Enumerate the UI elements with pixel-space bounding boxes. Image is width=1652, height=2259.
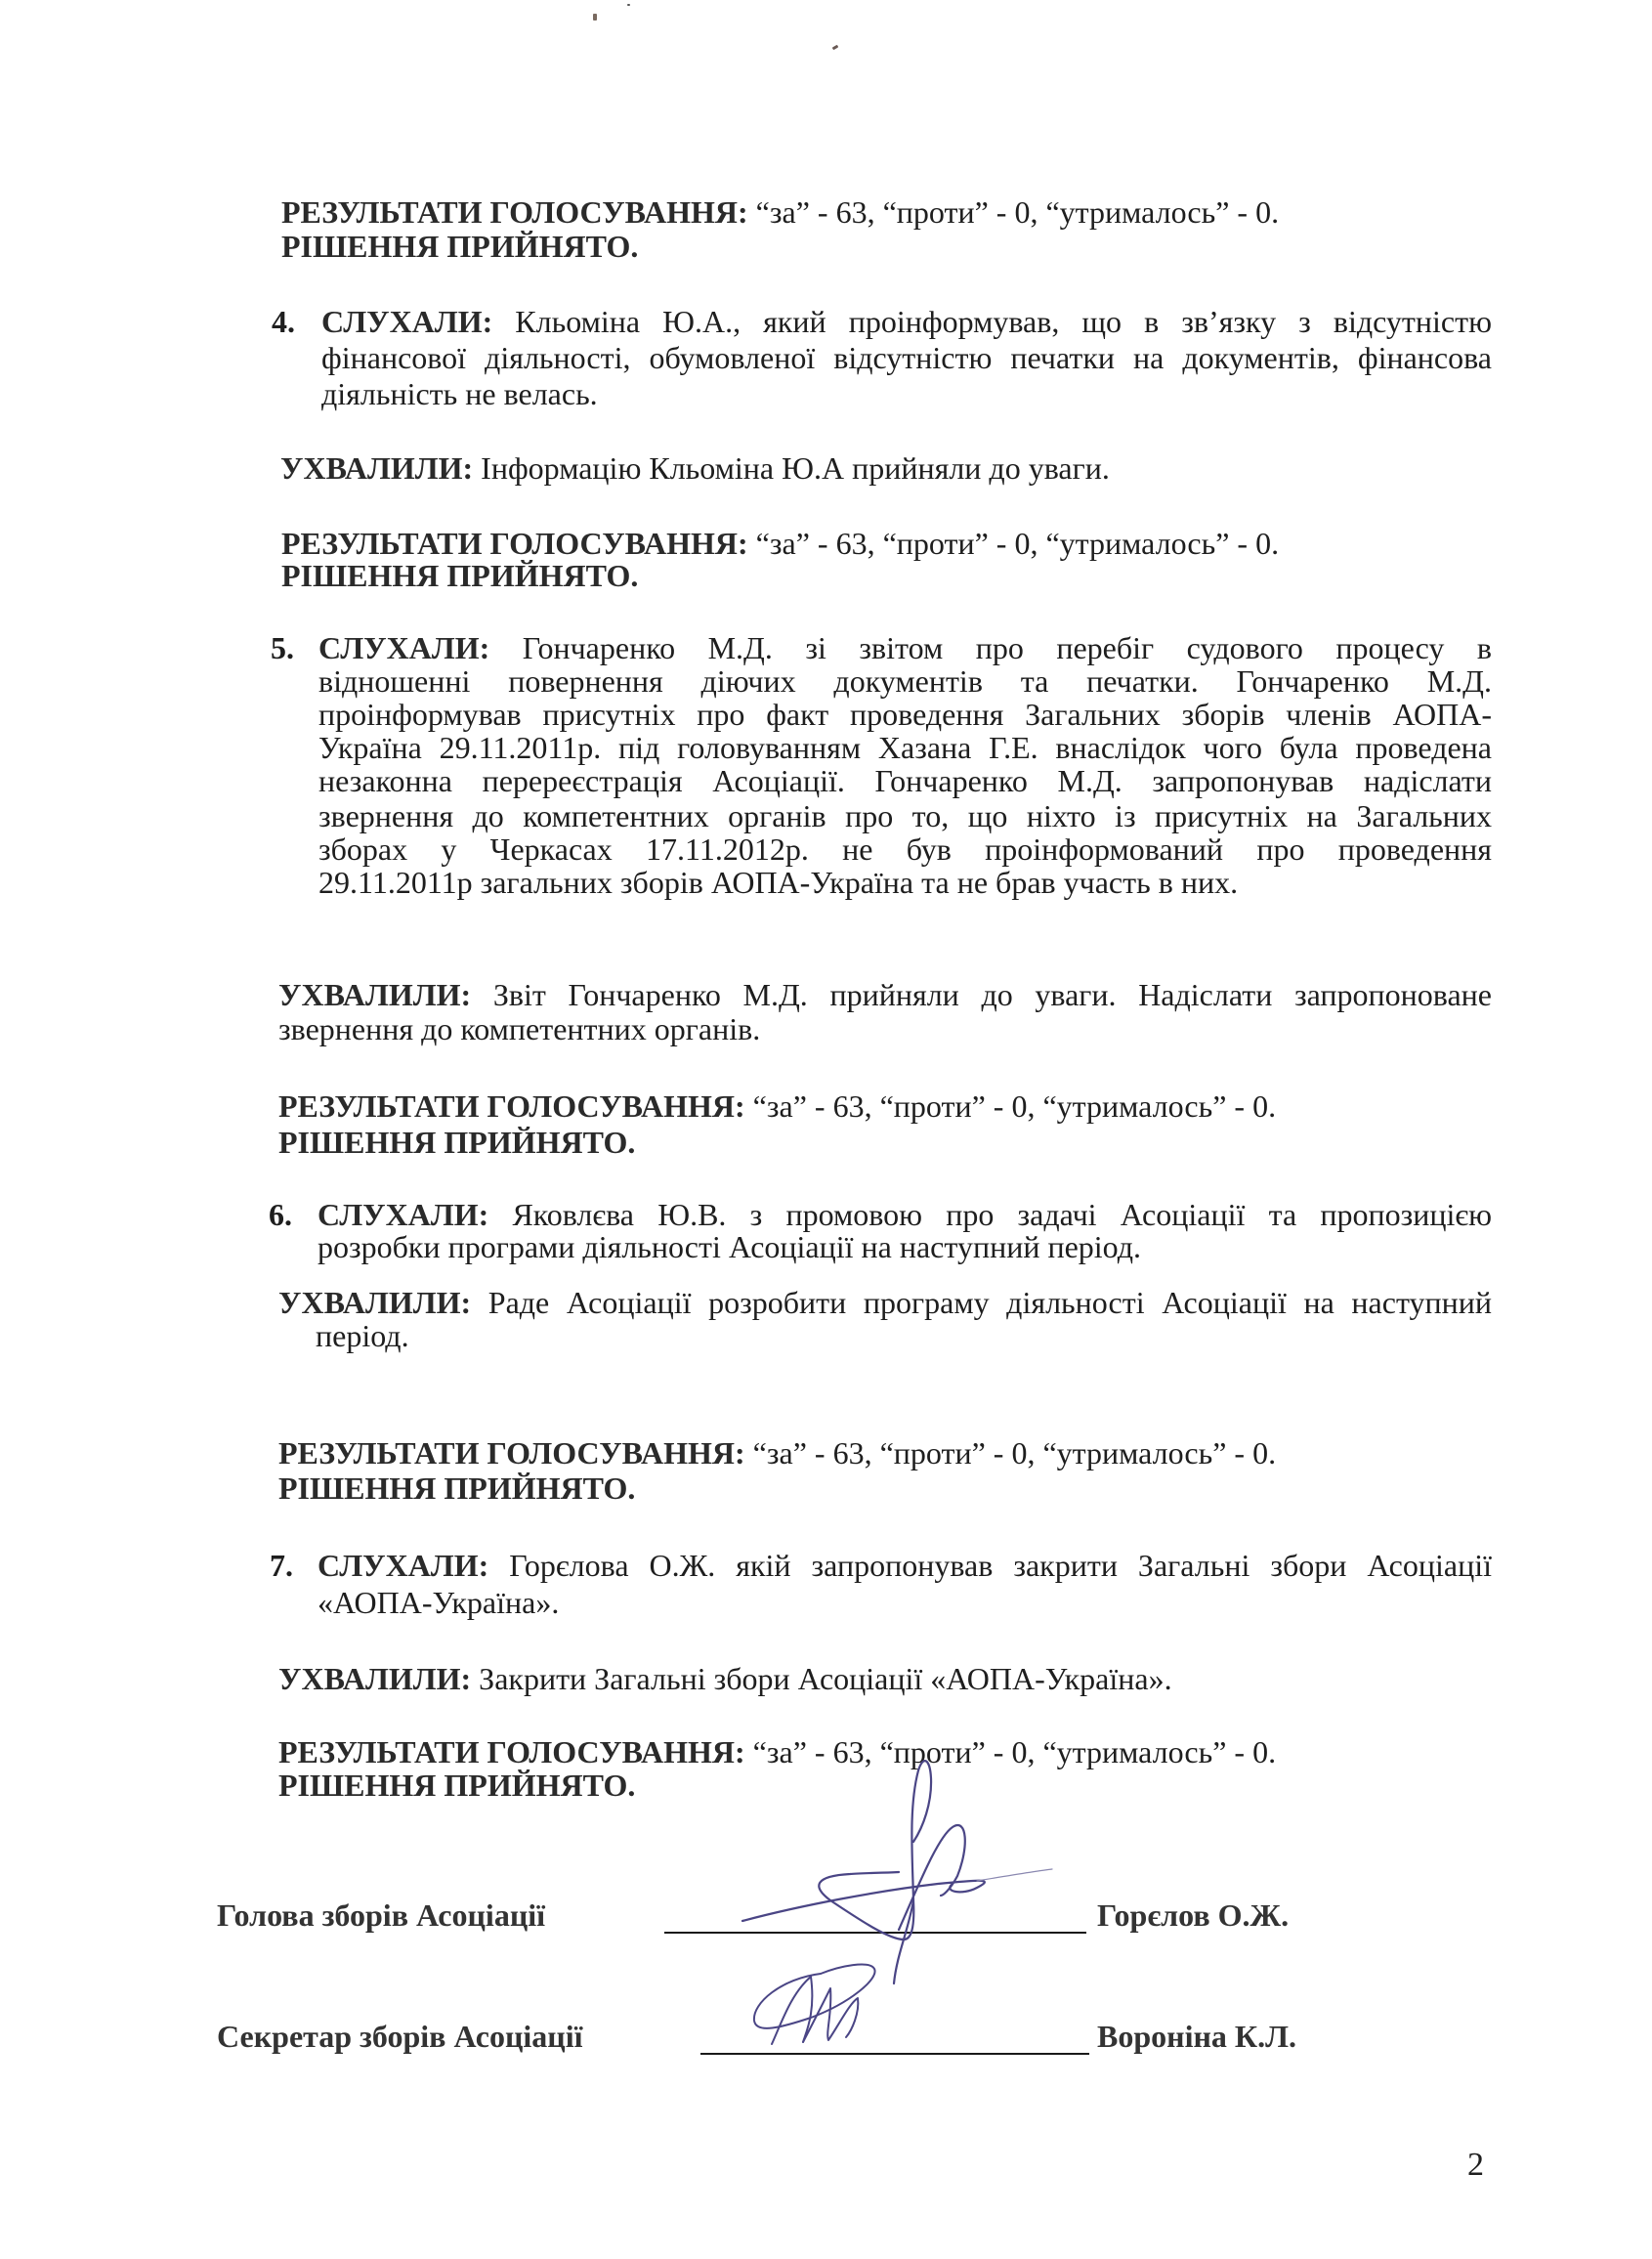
resolved-line: УХВАЛИЛИ: Закрити Загальні збори Асоціації «АОПА-Україна».: [278, 1661, 1172, 1696]
heard-line: відношенні повернення діючих документів та печатки. Гончаренко М.Д.: [318, 663, 1492, 699]
heard-line: зборах у Черкасах 17.11.2012р. не був проінформований про проведення: [318, 831, 1492, 867]
vote-results-label: РЕЗУЛЬТАТИ ГОЛОСУВАННЯ:: [278, 1088, 745, 1124]
resolved-line: звернення до компетентних органів.: [278, 1011, 761, 1046]
item-number: 4.: [272, 304, 295, 339]
decision-adopted: РІШЕННЯ ПРИЙНЯТО.: [278, 1470, 636, 1506]
secretary-name: Вороніна К.Л.: [1097, 2019, 1296, 2054]
chairman-role: Голова зборів Асоціації: [217, 1897, 546, 1933]
resolved-line: період.: [316, 1318, 409, 1353]
vote-results-label: РЕЗУЛЬТАТИ ГОЛОСУВАННЯ:: [278, 1435, 745, 1470]
heard-line: «АОПА-Україна».: [318, 1585, 560, 1620]
heard-line: СЛУХАЛИ: Гончаренко М.Д. зі звітом про перебіг судового процесу в: [318, 630, 1493, 665]
heard-line: СЛУХАЛИ: Горєлова О.Ж. якій запропонував закрити Загальні збори Асоціації: [318, 1548, 1492, 1583]
item-number: 5.: [271, 630, 294, 665]
vote-results-line: РЕЗУЛЬТАТИ ГОЛОСУВАННЯ: “за” - 63, “проти” - 0, “утрималось” - 0.: [278, 1088, 1277, 1124]
chairman-name: Горєлов О.Ж.: [1097, 1897, 1290, 1933]
secretary-role: Секретар зборів Асоціації: [217, 2019, 583, 2054]
vote-results-text: “за” - 63, “проти” - 0, “утрималось” - 0.: [755, 194, 1280, 230]
resolved-line: УХВАЛИЛИ: Інформацію Кльоміна Ю.А прийняли до уваги.: [280, 450, 1110, 486]
heard-label: СЛУХАЛИ:: [318, 1197, 489, 1232]
heard-label: СЛУХАЛИ:: [321, 304, 493, 339]
resolved-line: УХВАЛИЛИ: Звіт Гончаренко М.Д. прийняли до уваги. Надіслати запропоноване: [278, 977, 1493, 1012]
resolved-label: УХВАЛИЛИ:: [278, 977, 472, 1012]
decision-adopted: РІШЕННЯ ПРИЙНЯТО.: [278, 1768, 636, 1803]
heard-line: Україна 29.11.2011р. під головуванням Хазана Г.Е. внаслідок чого була проведена: [318, 730, 1492, 765]
decision-adopted: РІШЕННЯ ПРИЙНЯТО.: [278, 1125, 636, 1160]
item-number: 7.: [270, 1548, 293, 1583]
heard-line: діяльність не велась.: [321, 376, 598, 411]
heard-line: 29.11.2011р загальних зборів АОПА-Україна та не брав участь в них.: [318, 865, 1239, 900]
decision-adopted: РІШЕННЯ ПРИЙНЯТО.: [281, 558, 639, 593]
vote-results-line: РЕЗУЛЬТАТИ ГОЛОСУВАННЯ: “за” - 63, “проти” - 0, “утрималось” - 0.: [278, 1734, 1277, 1769]
heard-line: СЛУХАЛИ: Яковлєва Ю.В. з промовою про задачі Асоціації та пропозицією: [318, 1197, 1493, 1232]
resolved-label: УХВАЛИЛИ:: [280, 450, 474, 486]
heard-label: СЛУХАЛИ:: [318, 1548, 489, 1583]
heard-line: фінансової діяльності, обумовленої відсутністю печатки на документів, фінансова: [321, 340, 1492, 375]
vote-results-label: РЕЗУЛЬТАТИ ГОЛОСУВАННЯ:: [281, 194, 748, 230]
vote-results-label: РЕЗУЛЬТАТИ ГОЛОСУВАННЯ:: [278, 1734, 745, 1769]
decision-adopted: РІШЕННЯ ПРИЙНЯТО.: [281, 229, 639, 264]
item-number: 6.: [269, 1197, 292, 1232]
vote-results-label: РЕЗУЛЬТАТИ ГОЛОСУВАННЯ:: [281, 526, 748, 561]
page-number: 2: [1467, 2147, 1484, 2183]
heard-line: звернення до компетентних органів про то, що ніхто із присутніх на Загальних: [318, 798, 1492, 833]
resolved-label: УХВАЛИЛИ:: [278, 1661, 472, 1696]
vote-results-line: РЕЗУЛЬТАТИ ГОЛОСУВАННЯ: “за” - 63, “проти” - 0, “утрималось” - 0.: [281, 526, 1280, 561]
heard-line: незаконна перереєстрація Асоціації. Гончаренко М.Д. запропонував надіслати: [318, 763, 1492, 798]
heard-label: СЛУХАЛИ:: [318, 630, 490, 665]
heard-line: СЛУХАЛИ: Кльоміна Ю.А., який проінформував, що в зв’язку з відсутністю: [321, 304, 1492, 339]
resolved-label: УХВАЛИЛИ:: [278, 1285, 472, 1320]
resolved-line: УХВАЛИЛИ: Раде Асоціації розробити програму діяльності Асоціації на наступний: [278, 1285, 1493, 1320]
vote-results-line: РЕЗУЛЬТАТИ ГОЛОСУВАННЯ: “за” - 63, “проти” - 0, “утрималось” - 0.: [278, 1435, 1277, 1470]
heard-line: проінформував присутніх про факт проведення Загальних зборів членів АОПА-: [318, 697, 1492, 732]
heard-line: розробки програми діяльності Асоціації на наступний період.: [318, 1229, 1142, 1264]
